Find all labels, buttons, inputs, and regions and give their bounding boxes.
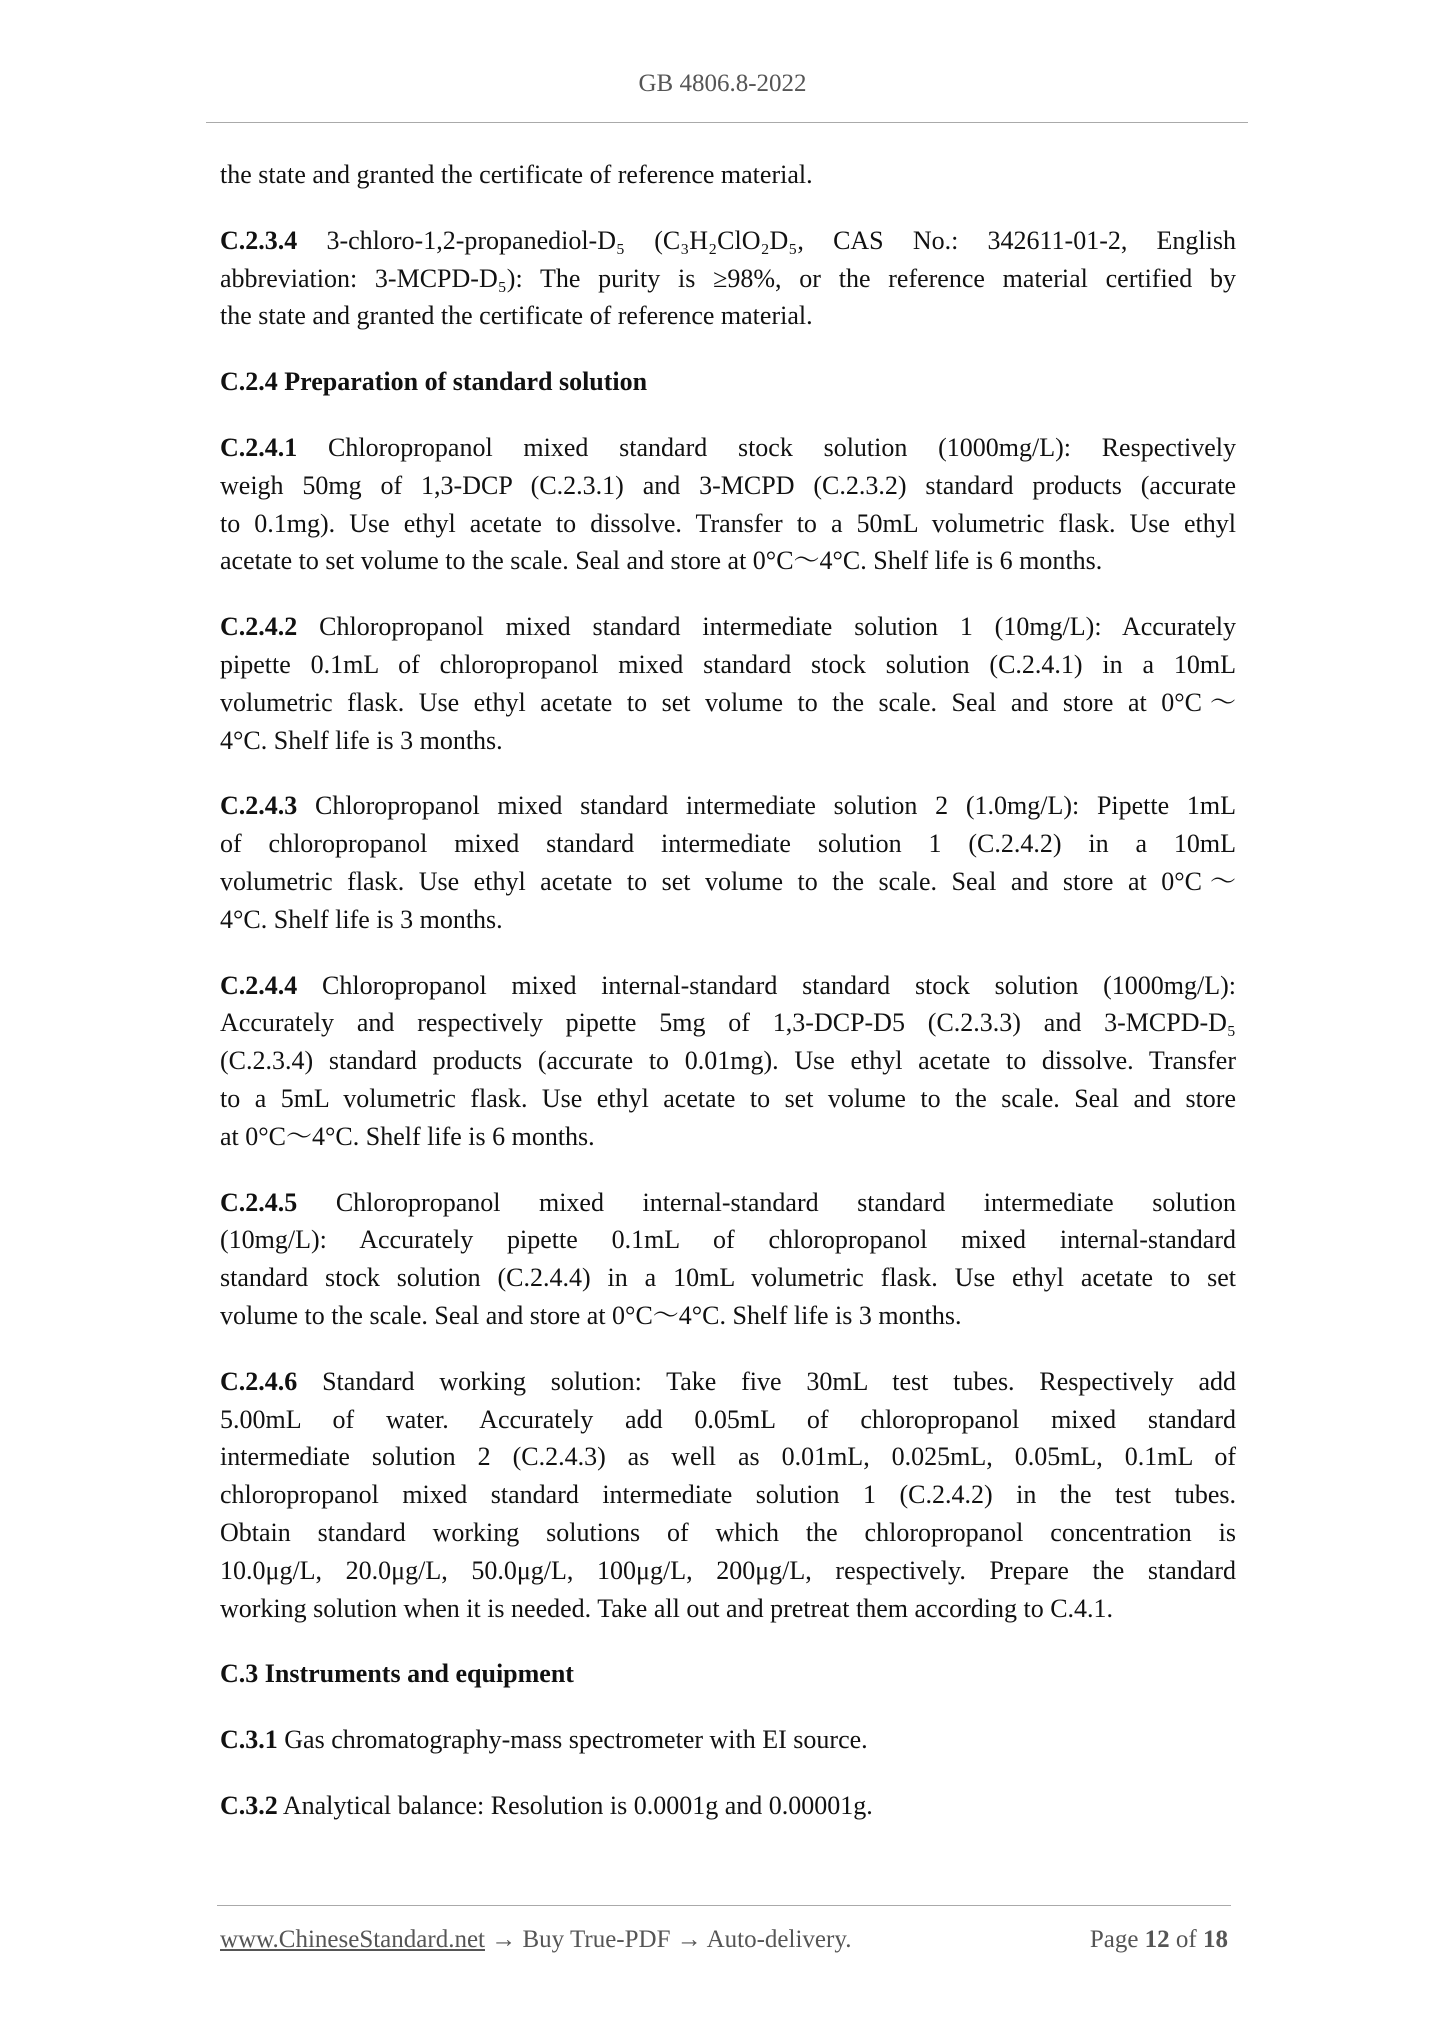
text-line (220, 1118, 1236, 1156)
text-line (220, 1363, 1236, 1401)
text-line (220, 1080, 1236, 1118)
text-line (220, 1476, 1236, 1514)
line-text: Chloropropanol mixed internal-standard standard stock solution (1000mg/L): (322, 970, 1237, 1000)
buy-text: Buy True-PDF (522, 1926, 671, 1953)
line-text: the state and granted the certificate of reference material. (220, 160, 813, 189)
clause-paragraph (220, 222, 1236, 335)
line-text: chloropropanol mixed standard intermediate solution 1 (C.2.4.2) in the test tubes. (220, 1480, 1236, 1510)
text-line (220, 1184, 1236, 1222)
clause-number: C.2.4.3 (220, 791, 298, 821)
text-line (220, 1514, 1236, 1552)
text-line (220, 967, 1236, 1005)
header-divider (206, 122, 1248, 123)
line-text: weigh 50mg of 1,3-DCP (C.2.3.1) and 3-MCPD (C.2.3.2) standard products (accurate (220, 470, 1236, 500)
line-text: at 0°C～4°C. Shelf life is 6 months. (220, 1121, 595, 1151)
line-text: abbreviation: 3-MCPD-D₅): The purity is ≥98%, or the reference material certified by (220, 263, 1236, 293)
line-text: Chloropropanol mixed standard stock solution (1000mg/L): Respectively (328, 432, 1237, 462)
line-text: volume to the scale. Seal and store at 0°C～4°C. Shelf life is 3 months. (220, 1300, 962, 1330)
line-text: volumetric flask. Use ethyl acetate to set volume to the scale. Seal and store at 0°C～ (220, 866, 1236, 896)
text-line (220, 1004, 1236, 1042)
clause-paragraph (220, 156, 1236, 194)
line-text: Chloropropanol mixed internal-standard standard intermediate solution (335, 1187, 1237, 1217)
footer-divider (217, 1905, 1231, 1906)
page-total: 18 (1203, 1926, 1228, 1953)
line-text: (10mg/L): Accurately pipette 0.1mL of chloropropanol mixed internal-standard (220, 1225, 1236, 1255)
clause-paragraph (220, 608, 1236, 759)
clause-number: C.3.2 (220, 1790, 278, 1820)
line-text: 4°C. Shelf life is 3 months. (220, 725, 503, 755)
text-line (220, 1721, 1236, 1759)
text-line (220, 787, 1236, 825)
line-text: pipette 0.1mL of chloropropanol mixed standard stock solution (C.2.4.1) in a 10mL (220, 649, 1236, 679)
text-line (220, 542, 1236, 580)
text-line (220, 260, 1236, 298)
delivery-text: Auto-delivery. (706, 1926, 852, 1953)
line-text: Chloropropanol mixed standard intermediate solution 2 (1.0mg/L): Pipette 1mL (315, 791, 1237, 821)
text-line (220, 684, 1236, 722)
arrow-icon: → (676, 1926, 702, 1953)
line-text: Gas chromatography-mass spectrometer with EI source. (284, 1725, 868, 1755)
line-text: Chloropropanol mixed standard intermediate solution 1 (10mg/L): Accurately (319, 612, 1237, 642)
text-line (220, 222, 1236, 260)
clause-number: C.3.1 (220, 1725, 278, 1755)
text-line (220, 297, 1236, 335)
arrow-icon: → (491, 1926, 517, 1953)
text-line (220, 825, 1236, 863)
text-line (220, 1787, 1236, 1825)
clause-paragraph (220, 967, 1236, 1156)
page-label: Page (1089, 1926, 1139, 1953)
text-line (220, 429, 1236, 467)
clause-paragraph (220, 787, 1236, 938)
page-header: GB 4806.8-2022 (638, 70, 807, 97)
line-text: Standard working solution: Take five 30mL test tubes. Respectively add (322, 1366, 1237, 1396)
text-line (220, 1401, 1236, 1439)
text-line (220, 1042, 1236, 1080)
clause-paragraph (220, 429, 1236, 580)
clause-number: C.2.3.4 (220, 225, 298, 255)
line-text: (C.2.3.4) standard products (accurate to 0.01mg). Use ethyl acetate to dissolve. Transfer (220, 1046, 1236, 1076)
text-line (220, 1221, 1236, 1259)
text-line (220, 646, 1236, 684)
line-text: the state and granted the certificate of reference material. (220, 301, 813, 331)
text-line (220, 722, 1236, 760)
line-text: 10.0μg/L, 20.0μg/L, 50.0μg/L, 100μg/L, 200μg/L, respectively. Prepare the standard (220, 1555, 1236, 1585)
clause-number: C.2.4.2 (220, 612, 298, 642)
clause-number: C.2.4.5 (220, 1187, 298, 1217)
line-text: Accurately and respectively pipette 5mg of 1,3-DCP-D5 (C.2.3.3) and 3-MCPD-D₅ (220, 1008, 1236, 1038)
text-line (220, 156, 1236, 194)
line-text: standard stock solution (C.2.4.4) in a 10mL volumetric flask. Use ethyl acetate to set (220, 1263, 1236, 1293)
clause-paragraph (220, 1363, 1236, 1628)
footer-promo (220, 1926, 851, 1954)
line-text: to a 5mL volumetric flask. Use ethyl acetate to set volume to the scale. Seal and store (220, 1083, 1236, 1113)
text-line (220, 1259, 1236, 1297)
clause-paragraph (220, 1721, 1236, 1759)
line-text: Analytical balance: Resolution is 0.0001g and 0.00001g. (282, 1790, 873, 1820)
line-text: intermediate solution 2 (C.2.4.3) as well as 0.01mL, 0.025mL, 0.05mL, 0.1mL of (220, 1442, 1236, 1472)
line-text: volumetric flask. Use ethyl acetate to set volume to the scale. Seal and store at 0°C～ (220, 687, 1236, 717)
line-text: 3-chloro-1,2-propanediol-D₅ (C₃H₂ClO₂D₅, CAS No.: 342611-01-2, English (326, 225, 1236, 255)
line-text: Obtain standard working solutions of which the chloropropanol concentration is (220, 1517, 1236, 1547)
text-line (220, 1590, 1236, 1628)
clause-number: C.2.4.1 (220, 432, 298, 462)
text-line (220, 505, 1236, 543)
text-line (220, 608, 1236, 646)
clause-number: C.2.4.4 (220, 970, 298, 1000)
text-line (220, 1297, 1236, 1335)
line-text: 5.00mL of water. Accurately add 0.05mL of chloropropanol mixed standard (220, 1404, 1236, 1434)
page-indicator (1090, 1926, 1228, 1954)
text-line (220, 1438, 1236, 1476)
line-text: acetate to set volume to the scale. Seal and store at 0°C～4°C. Shelf life is 6 months. (220, 546, 1103, 576)
text-line (220, 901, 1236, 939)
clause-number: C.2.4.6 (220, 1366, 298, 1396)
text-line (220, 1552, 1236, 1590)
text-line (220, 863, 1236, 901)
line-text: to 0.1mg). Use ethyl acetate to dissolve. Transfer to a 50mL volumetric flask. Use ethyl (220, 508, 1236, 538)
section-heading (220, 363, 1236, 401)
of-label: of (1175, 1926, 1197, 1953)
document-body (220, 156, 1236, 1853)
line-text: 4°C. Shelf life is 3 months. (220, 904, 503, 934)
heading-text: C.3 Instruments and equipment (220, 1659, 574, 1689)
page-footer (220, 1926, 1228, 1954)
section-heading (220, 1655, 1236, 1693)
heading-text: C.2.4 Preparation of standard solution (220, 367, 648, 397)
line-text: of chloropropanol mixed standard intermediate solution 1 (C.2.4.2) in a 10mL (220, 829, 1236, 859)
clause-paragraph (220, 1184, 1236, 1335)
website-link[interactable]: www.ChineseStandard.net (220, 1926, 485, 1953)
line-text: working solution when it is needed. Take all out and pretreat them according to C.4.1. (220, 1593, 1114, 1623)
page-number: 12 (1144, 1926, 1170, 1953)
text-line (220, 467, 1236, 505)
clause-paragraph (220, 1787, 1236, 1825)
